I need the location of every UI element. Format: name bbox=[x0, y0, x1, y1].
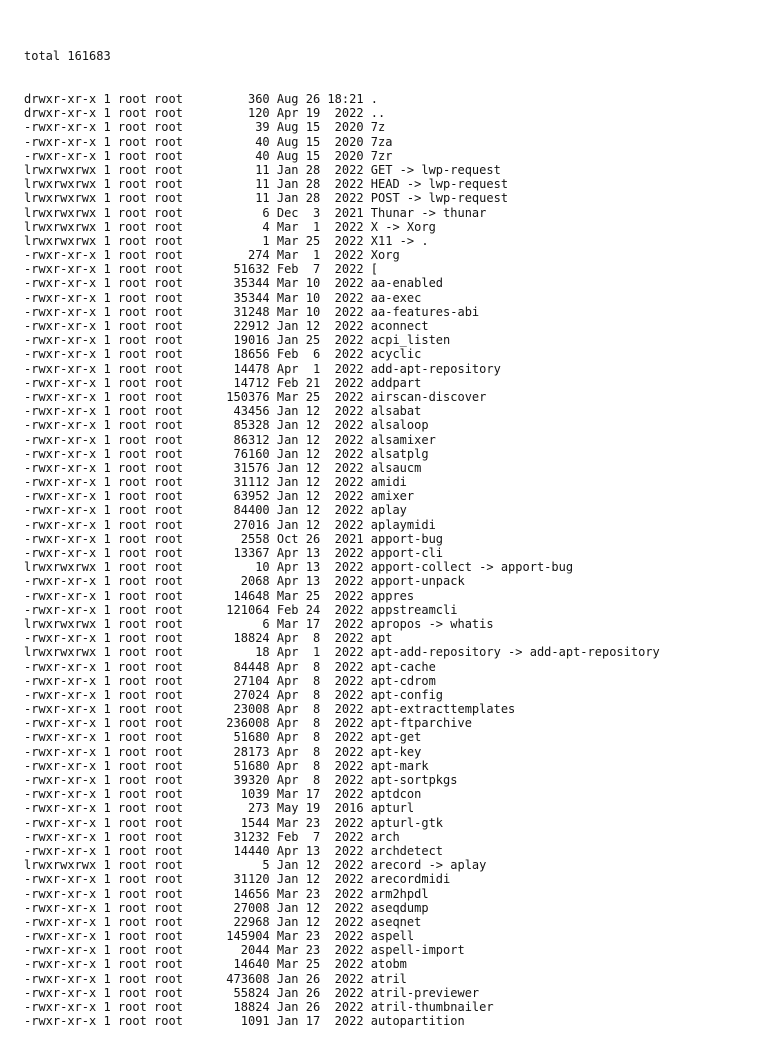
file-entry-line: -rwxr-xr-x 1 root root 274 Mar 1 2022 Xorg bbox=[24, 248, 400, 263]
file-entry-line: -rwxr-xr-x 1 root root 14656 Mar 23 2022 arm2hpdl bbox=[24, 886, 429, 901]
file-entry-line: -rwxr-xr-x 1 root root 236008 Apr 8 2022 apt-ftparchive bbox=[24, 716, 472, 731]
file-entry-line: -rwxr-xr-x 1 root root 150376 Mar 25 2022 airscan-discover bbox=[24, 389, 487, 404]
file-entry-line: -rwxr-xr-x 1 root root 27104 Apr 8 2022 apt-cdrom bbox=[24, 673, 436, 688]
file-entry-line: -rwxr-xr-x 1 root root 2068 Apr 13 2022 apport-unpack bbox=[24, 574, 465, 589]
file-entry-line: -rwxr-xr-x 1 root root 35344 Mar 10 2022 aa-enabled bbox=[24, 276, 444, 291]
file-entry-line: -rwxr-xr-x 1 root root 18824 Jan 26 2022 atril-thumbnailer bbox=[24, 1000, 494, 1014]
file-entry-line: -rwxr-xr-x 1 root root 14478 Apr 1 2022 add-apt-repository bbox=[24, 361, 501, 376]
file-entry-line: -rwxr-xr-x 1 root root 273 May 19 2016 apturl bbox=[24, 801, 415, 816]
file-entry-line: -rwxr-xr-x 1 root root 473608 Jan 26 2022 atril bbox=[24, 971, 407, 986]
file-entry-line: lrwxrwxrwx 1 root root 10 Apr 13 2022 apport-collect -> apport-bug bbox=[24, 560, 574, 575]
file-entry-line: lrwxrwxrwx 1 root root 18 Apr 1 2022 apt-add-repository -> add-apt-repository bbox=[24, 645, 660, 660]
file-entry-line: -rwxr-xr-x 1 root root 51680 Apr 8 2022 apt-mark bbox=[24, 758, 429, 773]
terminal-output bbox=[24, 21, 754, 1043]
file-entry-line: drwxr-xr-x 1 root root 120 Apr 19 2022 .. bbox=[24, 106, 386, 121]
file-entry-line: -rwxr-xr-x 1 root root 51632 Feb 7 2022 [ bbox=[24, 262, 379, 277]
file-entry-line: -rwxr-xr-x 1 root root 51680 Apr 8 2022 apt-get bbox=[24, 730, 422, 745]
file-entry-line: -rwxr-xr-x 1 root root 31120 Jan 12 2022 arecordmidi bbox=[24, 872, 451, 887]
file-entry-line: -rwxr-xr-x 1 root root 19016 Jan 25 2022 acpi_listen bbox=[24, 333, 451, 348]
file-entry-line: -rwxr-xr-x 1 root root 2044 Mar 23 2022 aspell-import bbox=[24, 943, 465, 958]
file-entry-line: -rwxr-xr-x 1 root root 27008 Jan 12 2022 aseqdump bbox=[24, 900, 429, 915]
file-entry-line: drwxr-xr-x 1 root root 360 Aug 26 18:21 . bbox=[24, 92, 379, 106]
file-entry-line: -rwxr-xr-x 1 root root 28173 Apr 8 2022 apt-key bbox=[24, 744, 422, 759]
file-entry-line: -rwxr-xr-x 1 root root 31248 Mar 10 2022 aa-features-abi bbox=[24, 304, 480, 319]
file-entry-line: -rwxr-xr-x 1 root root 145904 Mar 23 2022 aspell bbox=[24, 929, 415, 944]
file-entry-line: -rwxr-xr-x 1 root root 40 Aug 15 2020 7za bbox=[24, 134, 393, 149]
file-entry-line: lrwxrwxrwx 1 root root 11 Jan 28 2022 GET -> lwp-request bbox=[24, 162, 501, 177]
file-entry-line: -rwxr-xr-x 1 root root 22968 Jan 12 2022 aseqnet bbox=[24, 914, 422, 929]
file-entry-line: -rwxr-xr-x 1 root root 14640 Mar 25 2022 atobm bbox=[24, 957, 407, 972]
file-entry-line: -rwxr-xr-x 1 root root 22912 Jan 12 2022 aconnect bbox=[24, 319, 429, 333]
file-entry-line: -rwxr-xr-x 1 root root 14712 Feb 21 2022 addpart bbox=[24, 375, 422, 390]
file-entry-line: -rwxr-xr-x 1 root root 76160 Jan 12 2022 alsatplg bbox=[24, 446, 429, 461]
file-entry-line: -rwxr-xr-x 1 root root 1091 Jan 17 2022 autopartition bbox=[24, 1014, 465, 1029]
file-entry-line: lrwxrwxrwx 1 root root 1 Mar 25 2022 X11 -> . bbox=[24, 233, 429, 248]
file-entry-line: -rwxr-xr-x 1 root root 18656 Feb 6 2022 acyclic bbox=[24, 347, 422, 362]
total-line: total 161683 bbox=[24, 49, 111, 64]
file-entry-line: -rwxr-xr-x 1 root root 43456 Jan 12 2022 alsabat bbox=[24, 404, 422, 419]
file-entry-line: -rwxr-xr-x 1 root root 27016 Jan 12 2022 aplaymidi bbox=[24, 517, 436, 532]
file-entry-line: -rwxr-xr-x 1 root root 31576 Jan 12 2022 alsaucm bbox=[24, 460, 422, 475]
file-entry-line: lrwxrwxrwx 1 root root 6 Dec 3 2021 Thunar -> thunar bbox=[24, 205, 487, 220]
file-entry-line: -rwxr-xr-x 1 root root 13367 Apr 13 2022 apport-cli bbox=[24, 546, 444, 560]
file-entry-line: -rwxr-xr-x 1 root root 84448 Apr 8 2022 apt-cache bbox=[24, 659, 436, 674]
file-entry-line: -rwxr-xr-x 1 root root 31232 Feb 7 2022 arch bbox=[24, 829, 400, 844]
file-entry-line: -rwxr-xr-x 1 root root 35344 Mar 10 2022 aa-exec bbox=[24, 290, 422, 305]
file-entry-line: -rwxr-xr-x 1 root root 85328 Jan 12 2022 alsaloop bbox=[24, 418, 429, 433]
file-entry-line: -rwxr-xr-x 1 root root 23008 Apr 8 2022 apt-extracttemplates bbox=[24, 702, 516, 717]
file-entry-line: -rwxr-xr-x 1 root root 55824 Jan 26 2022 atril-previewer bbox=[24, 985, 480, 1000]
file-entry-line: -rwxr-xr-x 1 root root 14648 Mar 25 2022 appres bbox=[24, 588, 415, 603]
file-entry-line: -rwxr-xr-x 1 root root 31112 Jan 12 2022 amidi bbox=[24, 475, 407, 490]
file-entry-line: -rwxr-xr-x 1 root root 18824 Apr 8 2022 apt bbox=[24, 631, 393, 646]
file-entry-line: -rwxr-xr-x 1 root root 2558 Oct 26 2021 apport-bug bbox=[24, 531, 444, 546]
file-entry-line: -rwxr-xr-x 1 root root 39320 Apr 8 2022 apt-sortpkgs bbox=[24, 773, 458, 787]
file-entry-line: -rwxr-xr-x 1 root root 27024 Apr 8 2022 apt-config bbox=[24, 687, 444, 702]
file-entry-line: -rwxr-xr-x 1 root root 39 Aug 15 2020 7z bbox=[24, 120, 386, 135]
file-entry-line: -rwxr-xr-x 1 root root 1039 Mar 17 2022 aptdcon bbox=[24, 787, 422, 802]
file-entry-line: -rwxr-xr-x 1 root root 1544 Mar 23 2022 apturl-gtk bbox=[24, 815, 444, 830]
file-entry-line: -rwxr-xr-x 1 root root 14440 Apr 13 2022 archdetect bbox=[24, 843, 444, 858]
file-entry-line: lrwxrwxrwx 1 root root 6 Mar 17 2022 apropos -> whatis bbox=[24, 616, 494, 631]
file-entry-line: lrwxrwxrwx 1 root root 11 Jan 28 2022 POST -> lwp-request bbox=[24, 191, 509, 206]
file-entry-line: lrwxrwxrwx 1 root root 11 Jan 28 2022 HEAD -> lwp-request bbox=[24, 177, 509, 192]
file-entry-line: -rwxr-xr-x 1 root root 63952 Jan 12 2022 amixer bbox=[24, 489, 415, 504]
file-entry-line: -rwxr-xr-x 1 root root 40 Aug 15 2020 7zr bbox=[24, 148, 393, 163]
file-entry-line: -rwxr-xr-x 1 root root 86312 Jan 12 2022 alsamixer bbox=[24, 432, 436, 447]
file-entry-line: lrwxrwxrwx 1 root root 5 Jan 12 2022 arecord -> aplay bbox=[24, 858, 487, 873]
file-entry-line: lrwxrwxrwx 1 root root 4 Mar 1 2022 X -> Xorg bbox=[24, 219, 436, 234]
file-list bbox=[24, 92, 754, 1028]
file-entry-line: -rwxr-xr-x 1 root root 121064 Feb 24 2022 appstreamcli bbox=[24, 602, 458, 617]
file-entry-line: -rwxr-xr-x 1 root root 84400 Jan 12 2022 aplay bbox=[24, 503, 407, 518]
